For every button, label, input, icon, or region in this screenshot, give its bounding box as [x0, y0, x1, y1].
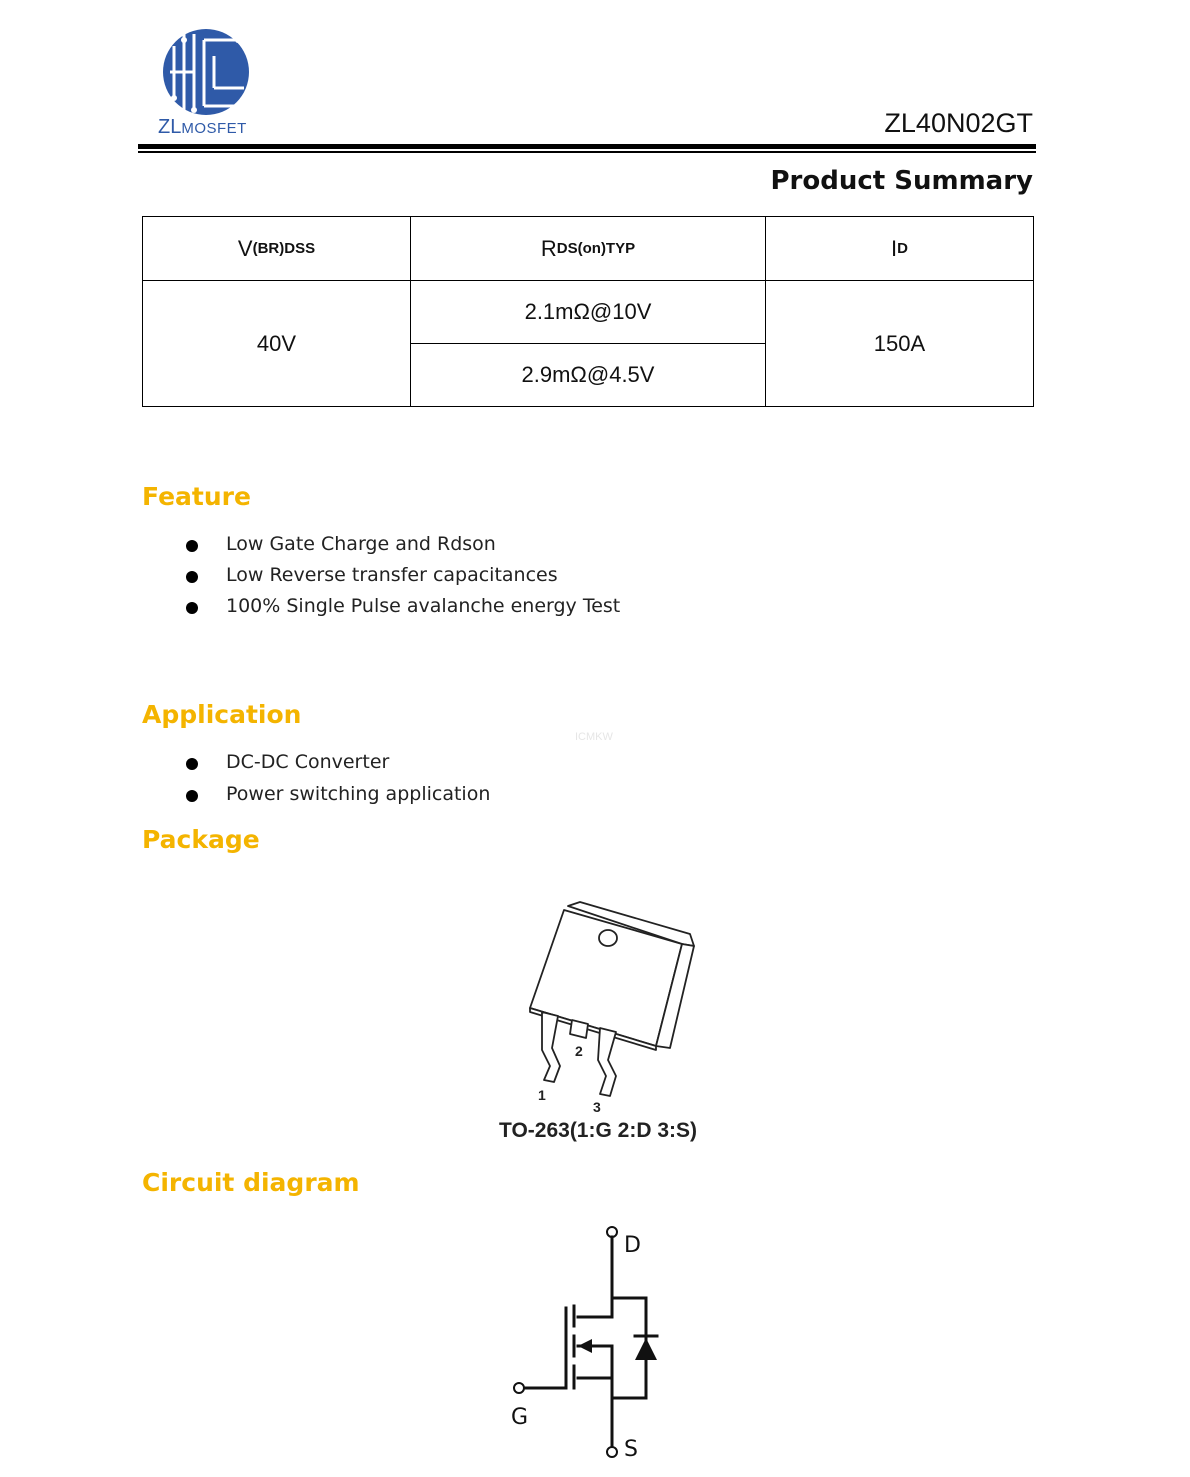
logo-emblem-icon	[156, 26, 260, 122]
pin-number-1: 1	[538, 1087, 546, 1103]
bullet-icon	[186, 790, 198, 802]
header-rdson-subscript: DS(on)TYP	[556, 240, 636, 257]
header-id-symbol: I	[891, 235, 898, 261]
package-caption-text: TO-263(1:G 2:D 3:S)	[499, 1119, 697, 1142]
watermark: ICMKW	[575, 731, 613, 743]
header-vbrdss-subscript: (BR)DSS	[252, 240, 316, 257]
application-heading: Application	[142, 700, 302, 729]
source-label: S	[624, 1437, 638, 1462]
list-item-text: Low Reverse transfer capacitances	[226, 564, 558, 586]
bullet-icon	[186, 758, 198, 770]
feature-heading: Feature	[142, 482, 251, 511]
header-vbrdss-symbol: V	[237, 235, 253, 261]
part-number: ZL40N02GT	[884, 108, 1033, 138]
value-vbrdss: 40V	[143, 281, 411, 407]
header-id	[766, 217, 1034, 281]
bullet-icon	[186, 602, 198, 614]
gate-label: G	[511, 1405, 529, 1430]
header-rdson	[411, 217, 766, 281]
bullet-icon	[186, 540, 198, 552]
drain-label: D	[624, 1233, 641, 1258]
pin-number-3: 3	[593, 1099, 601, 1115]
value-id: 150A	[766, 281, 1034, 407]
list-item-text: DC-DC Converter	[226, 751, 390, 773]
header-rule-thin	[138, 151, 1036, 153]
bullet-icon	[186, 571, 198, 583]
nmos-schematic-icon	[500, 1222, 680, 1472]
to263-package-icon	[520, 898, 700, 1118]
list-item-text: Low Gate Charge and Rdson	[226, 533, 496, 555]
package-heading: Package	[142, 825, 260, 854]
circuit-heading: Circuit diagram	[142, 1168, 360, 1197]
pin-number-2: 2	[575, 1043, 583, 1059]
logo-wordmark-small: MOSFET	[181, 120, 247, 137]
value-rdson-4v5: 2.9mΩ@4.5V	[411, 344, 766, 407]
header-rule-thick	[138, 144, 1036, 149]
header-rdson-symbol: R	[540, 235, 557, 261]
list-item-text: Power switching application	[226, 783, 491, 805]
package-drawing	[520, 898, 700, 1118]
mosfet-circuit-symbol	[500, 1222, 680, 1472]
logo-wordmark	[158, 116, 247, 139]
value-rdson-10v: 2.1mΩ@10V	[411, 281, 766, 344]
header-id-subscript: D	[897, 240, 908, 257]
package-caption	[0, 1119, 1190, 1143]
product-summary-title: Product Summary	[770, 166, 1033, 196]
header-vbrdss	[143, 217, 411, 281]
logo-wordmark-main: ZL	[158, 116, 182, 138]
product-summary-table	[142, 216, 1034, 407]
list-item-text: 100% Single Pulse avalanche energy Test	[226, 595, 621, 617]
